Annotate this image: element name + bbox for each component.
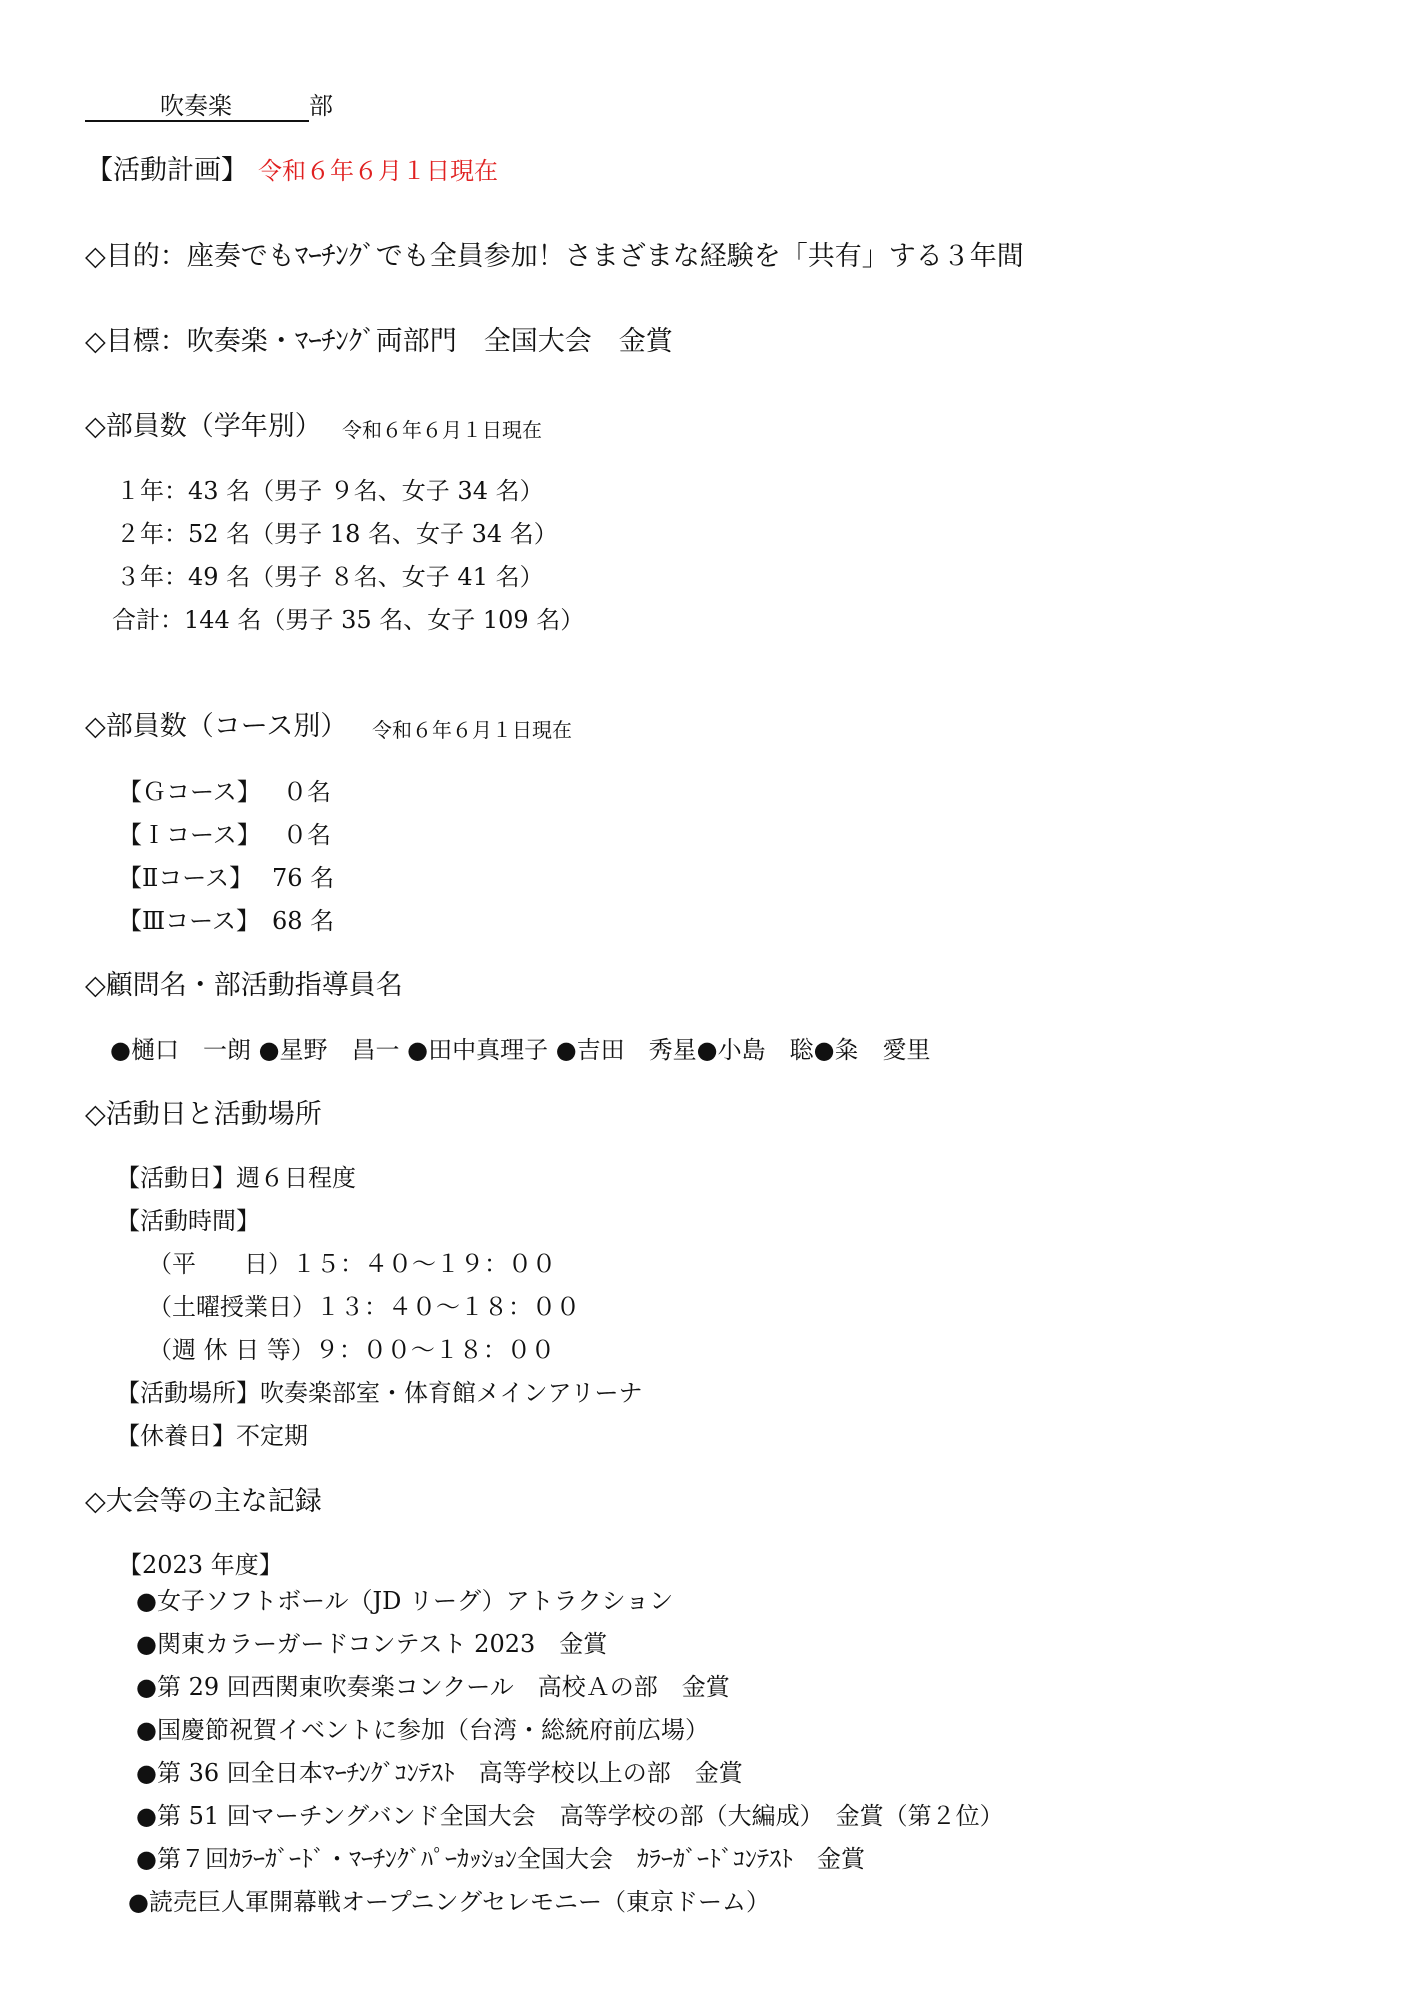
grade-heading: ◇部員数（学年別） <box>85 411 322 442</box>
course-label: 【Ⅱコース】 <box>118 864 254 892</box>
record-item: ●第 36 回全日本ﾏｰﾁﾝｸﾞｺﾝﾃｽﾄ 高等学校以上の部 金賞 <box>136 1759 743 1787</box>
course-label: 【Ｉコース】 <box>118 821 261 849</box>
activity-place: 【活動場所】吹奏楽部室・体育館メインアリーナ <box>116 1379 643 1407</box>
grade-row: ２年：52 名（男子 18 名、女子 34 名） <box>116 520 558 548</box>
course-count: 76 名 <box>272 864 335 892</box>
activity-hours-row: （週 休 日 等）９：００～１８：００ <box>148 1336 555 1364</box>
club-name-underline <box>85 120 309 122</box>
record-item: ●第７回ｶﾗｰｶﾞｰﾄﾞ・ﾏｰﾁﾝｸﾞﾊﾟｰｶｯｼｮﾝ全国大会 ｶﾗｰｶﾞｰﾄﾞｺﾝﾃｽﾄ 金賞 <box>136 1845 865 1873</box>
club-name: 吹奏楽 <box>160 92 232 120</box>
course-count: ０名 <box>283 821 331 849</box>
advisor-names: ●樋口 一朗 ●星野 昌一 ●田中真理子 ●吉田 秀星●小島 聡●粂 愛里 <box>110 1036 931 1064</box>
advisors-heading: ◇顧問名・部活動指導員名 <box>85 970 403 1001</box>
activity-hours-row: （平 日）１５：４０～１９：００ <box>148 1250 556 1278</box>
grade-total: 合計：144 名（男子 35 名、女子 109 名） <box>112 606 585 634</box>
course-count: 68 名 <box>272 907 335 935</box>
course-label: 【Ｇコース】 <box>118 778 261 806</box>
activity-hours-row: （土曜授業日）１３：４０～１８：００ <box>148 1293 580 1321</box>
records-heading: ◇大会等の主な記録 <box>85 1486 322 1517</box>
plan-date: 令和６年６月１日現在 <box>258 157 498 185</box>
grade-date: 令和６年６月１日現在 <box>342 418 542 442</box>
record-item: ●読売巨人軍開幕戦オープニングセレモニー（東京ドーム） <box>128 1888 771 1916</box>
course-heading: ◇部員数（コース別） <box>85 711 348 742</box>
goal-line: ◇目標：吹奏楽・ﾏｰﾁﾝｸﾞ両部門 全国大会 金賞 <box>85 326 673 357</box>
purpose-line: ◇目的：座奏でもﾏｰﾁﾝｸﾞでも全員参加！さまざまな経験を「共有」する３年間 <box>85 241 1024 272</box>
course-date: 令和６年６月１日現在 <box>372 718 572 742</box>
activity-rest: 【休養日】不定期 <box>116 1422 308 1450</box>
activity-hours-label: 【活動時間】 <box>116 1207 260 1235</box>
activity-days: 【活動日】週６日程度 <box>116 1164 356 1192</box>
course-label: 【Ⅲコース】 <box>118 907 260 935</box>
activity-heading: ◇活動日と活動場所 <box>85 1099 322 1130</box>
plan-label: 【活動計画】 <box>86 155 248 186</box>
records-year: 【2023 年度】 <box>118 1551 283 1579</box>
record-item: ●第 51 回マーチングバンド全国大会 高等学校の部（大編成） 金賞（第２位） <box>136 1802 1004 1830</box>
record-item: ●国慶節祝賀イベントに参加（台湾・総統府前広場） <box>136 1716 709 1744</box>
course-count: ０名 <box>283 778 331 806</box>
record-item: ●女子ソフトボール（JD リーグ）アトラクション <box>136 1587 674 1615</box>
grade-row: ３年：49 名（男子 ８名、女子 41 名） <box>116 563 544 591</box>
grade-row: １年：43 名（男子 ９名、女子 34 名） <box>116 477 544 505</box>
record-item: ●第 29 回西関東吹奏楽コンクール 高校Ａの部 金賞 <box>136 1673 730 1701</box>
club-suffix: 部 <box>309 92 333 120</box>
record-item: ●関東カラーガードコンテスト 2023 金賞 <box>136 1630 608 1658</box>
